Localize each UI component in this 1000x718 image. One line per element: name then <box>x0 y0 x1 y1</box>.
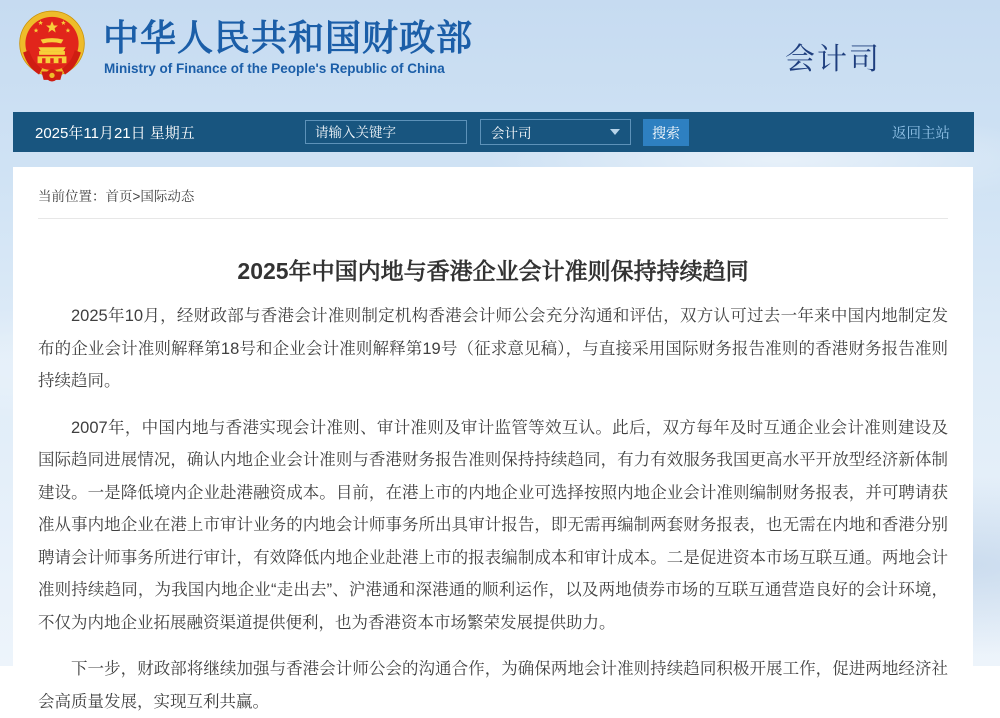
article-title: 2025年中国内地与香港企业会计准则保持持续趋同 <box>237 258 749 284</box>
content-panel <box>13 167 973 711</box>
current-date: 2025年11月21日 星期五 <box>35 124 195 142</box>
article-body <box>38 300 948 718</box>
navbar <box>13 112 974 152</box>
category-select[interactable] <box>480 119 631 145</box>
chevron-down-icon <box>610 129 620 135</box>
site-header <box>0 0 1000 112</box>
category-selected-value: 会计司 <box>491 126 532 141</box>
department-title: 会计司 <box>785 43 881 76</box>
breadcrumb <box>38 167 948 219</box>
article-paragraph: 2007年，中国内地与香港实现会计准则、审计准则及审计监管等效互认。此后，双方每年及时互通企业会计准则建设及国际趋同进展情况，确认内地企业会计准则与香港财务报告准则保持持续趋同，有力有效服务我国更高水平开放型经济新体制建设。一是降低境内企业赴港融资成本。目前，在港上市的内地企业可选择按照内地企业会计准则编制财务报表，并可聘请获准从事内地企业在港上市审计业务的内地会计师事务所出具审计报告，即无需再编制两套财务报表，也无需在内地和香港分别聘请会计师事务所进行审计，有效降低内地企业赴港上市的报表编制成本和审计成本。二是促进资本市场互联互通。两地会计准则持续趋同，为我国内地企业“走出去”、沪港通和深港通的顺利运作，以及两地债券市场的互联互通营造良好的会计环境，不仅为内地企业拓展融资渠道提供便利，也为香港资本市场繁荣发展提供助力。 <box>38 418 948 632</box>
national-emblem-icon <box>14 8 90 93</box>
search-input[interactable] <box>305 120 467 144</box>
article-paragraph: 下一步，财政部将继续加强与香港会计师公会的沟通合作，为确保两地会计准则持续趋同积极开展工作，促进两地经济社会高质量发展，实现互利共赢。 <box>38 660 948 711</box>
breadcrumb-path[interactable]: 首页>国际动态 <box>105 189 195 204</box>
breadcrumb-label: 当前位置： <box>38 189 106 204</box>
return-home-link[interactable]: 返回主站 <box>892 125 950 142</box>
article-paragraph: 2025年10月，经财政部与香港会计准则制定机构香港会计师公会充分沟通和评估，双方认可过去一年来中国内地制定发布的企业会计准则解释第18号和企业会计准则解释第19号（征求意见稿），与直接采用国际财务报告准则的香港财务报告准则持续趋同。 <box>38 307 948 390</box>
site-title: 中华人民共和国财政部 <box>103 17 474 58</box>
search-button[interactable]: 搜索 <box>643 119 689 146</box>
site-subtitle-english: Ministry of Finance of the People's Republic of China <box>104 61 445 76</box>
